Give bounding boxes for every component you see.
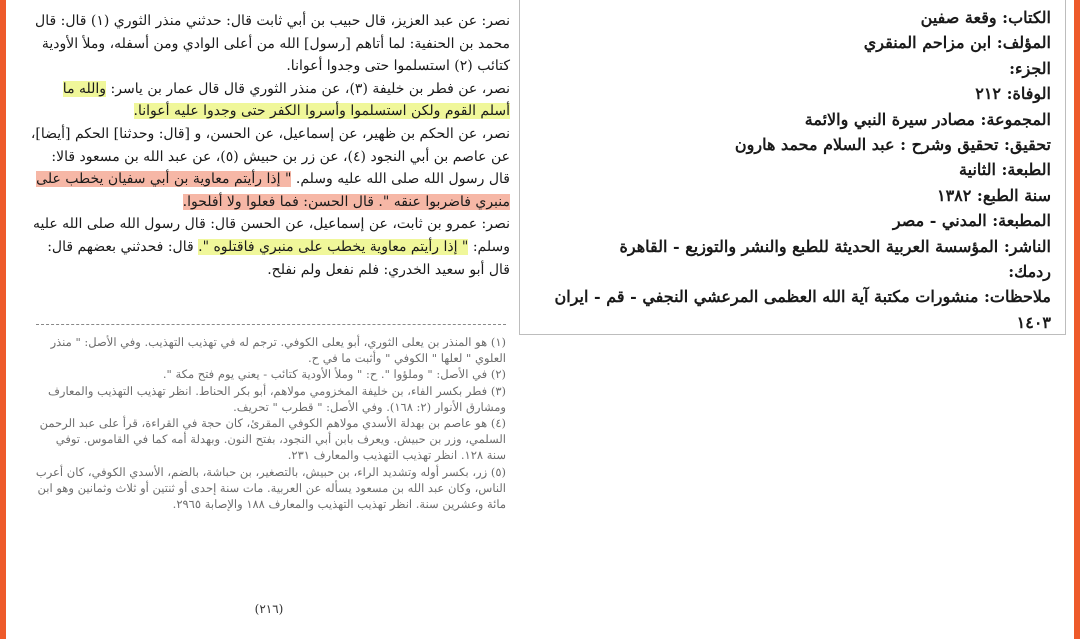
info-row xyxy=(528,81,1051,106)
info-value: ١٣٨٢ xyxy=(936,185,972,205)
info-label: سنة الطبع xyxy=(982,185,1051,205)
info-value: المؤسسة العربية الحديثة للطبع والنشر والتوزيع - القاهرة xyxy=(619,236,999,256)
main-text xyxy=(30,10,510,281)
text-paragraph xyxy=(30,123,510,213)
info-value: المدني - مصر xyxy=(892,211,987,231)
info-label: الناشر xyxy=(1009,236,1051,256)
label-colon: : xyxy=(978,287,990,307)
text-segment: نصر، عن الحكم بن ظهير، عن إسماعيل، عن الحسن، و [قال: وحدثنا] الحكم [أيضا]، عن عاصم بن أبي النجود (٤)، عن زر بن حبيش (٥)، عن عبد الله بن مسعود قالا: قال رسول الله صلى الله عليه وسلم. xyxy=(30,125,510,188)
info-row xyxy=(528,208,1051,233)
info-label: المجموعة xyxy=(986,109,1051,129)
info-value: مصادر سيرة النبي والائمة xyxy=(804,109,975,129)
info-label: الجزء xyxy=(1015,58,1051,78)
label-colon: : xyxy=(974,109,987,129)
footnote: (١) هو المنذر بن يعلى الثوري، أبو يعلى الكوفي. ترجم له في تهذيب التهذيب. وفي الأصل: " منذر العلوي " لعلها " الكوفي " وأثبت ما في ح. xyxy=(50,335,506,366)
info-row xyxy=(528,30,1051,55)
info-row xyxy=(528,56,1051,81)
info-value: تحقيق وشرح : عبد السلام محمد هارون xyxy=(734,135,999,155)
label-colon: : xyxy=(998,236,1010,256)
info-value: الثانية xyxy=(959,160,996,180)
label-colon: : xyxy=(998,135,1010,155)
highlight-yellow: " إذا رأيتم معاوية يخطب على منبري فاقتلوه ". xyxy=(198,238,469,255)
info-row xyxy=(528,310,1051,335)
info-row xyxy=(528,183,1051,208)
info-row xyxy=(528,157,1051,182)
text-segment: نصر: عن عبد العزيز، قال حبيب بن أبي ثابت قال: حدثني منذر الثوري (١) قال: قال محمد بن الحنفية: لما أتاهم [رسول] الله من أعلى الوادي ومن أسفله، وملأ الأودية كتائب (٢) استسلموا حتى وجدوا أعوانا. xyxy=(35,13,510,75)
label-colon: : xyxy=(1008,262,1015,282)
label-colon: : xyxy=(1001,84,1013,104)
text-paragraph xyxy=(30,213,510,281)
info-row xyxy=(528,259,1051,284)
info-label: ملاحظات xyxy=(989,287,1051,307)
text-paragraph xyxy=(30,78,510,123)
footnote: (٤) هو عاصم بن بهدلة الأسدي مولاهم الكوفي المقرئ، كان حجة في القراءة، قرأ على عبد الرحمن السلمي، وزر بن حبيش. ويعرف بابن أبي النجود، بفتح النون. وبهدلة أمه كما في القاموس. توفي سنة ١٢٨. انظر تهذيب التهذيب والمعارف ٢٣١. xyxy=(39,416,506,463)
footnote: (٢) في الأصل: " وملؤوا ". ح: " وملأ الأودية كتائب - يعني يوم فتح مكة ". xyxy=(162,367,506,382)
book-info-card xyxy=(519,0,1066,335)
footnote: (٥) زر، بكسر أوله وتشديد الراء، بن حبيش، بالتصغير، بن حباشة، بالضم، الأسدي الكوفي، كان أعرب الناس، وكان عبد الله بن مسعود يسأله عن العربية. مات سنة إحدى أو ثنتين أو ثلاث وثمانين وهو ابن مائة وعشرين سنة. انظر تهذيب التهذيب والمعارف ١٨٨ والإصابة ٢٩٦٥. xyxy=(35,464,506,512)
label-colon: : xyxy=(986,211,999,231)
text-paragraph xyxy=(30,10,510,78)
info-value: ابن مزاحم المنقري xyxy=(863,33,992,53)
page-number: (٢١٦) xyxy=(254,602,284,616)
info-row xyxy=(528,234,1051,259)
left-orange-border xyxy=(0,0,6,639)
book-page xyxy=(26,0,512,639)
info-row xyxy=(528,107,1051,132)
label-colon: : xyxy=(971,185,983,205)
info-value: ١٤٠٣ xyxy=(1016,312,1051,332)
label-colon: : xyxy=(1009,58,1015,78)
footnote: (٣) فطر بكسر الفاء، بن خليفة المخزومي مولاهم، أبو بكر الحناط. انظر تهذيب التهذيب والمعارف ومشارق الأنوار (٢: ١٦٨). وفي الأصل: " قطرب " تحريف. xyxy=(47,383,506,414)
info-label: الطبعة xyxy=(1007,160,1051,180)
info-value: ٢١٢ xyxy=(975,84,1002,104)
info-label: ردمك xyxy=(1014,262,1051,282)
info-row xyxy=(528,284,1051,309)
info-label: المؤلف xyxy=(1002,33,1051,53)
right-orange-border xyxy=(1074,0,1080,639)
info-label: تحقيق xyxy=(1009,135,1051,155)
info-value: منشورات مكتبة آية الله العظمى المرعشي النجفي - قم - ايران xyxy=(554,287,979,307)
info-label: المطبعة xyxy=(998,211,1051,231)
footnotes xyxy=(34,334,506,512)
highlight-yellow: والله ما أسلم القوم ولكن استسلموا وأسروا الكفر حتى وجدوا عليه أعوانا. xyxy=(62,80,510,120)
info-label: الكتاب xyxy=(1008,8,1051,27)
label-colon: : xyxy=(995,160,1008,180)
text-segment: نصر، عن فطر بن خليفة (٣)، عن منذر الثوري قال قال عمار بن ياسر: xyxy=(106,80,510,97)
info-row xyxy=(528,5,1051,30)
label-colon: : xyxy=(991,33,1003,53)
highlight-red: " إذا رأيتم معاوية بن أبي سفيان يخطب على منبري فاضربوا عنقه ". قال الحسن: فما فعلوا ولا أفلحوا. xyxy=(36,171,510,210)
info-label: الوفاة xyxy=(1012,84,1051,104)
info-value: وقعة صفين xyxy=(920,8,997,27)
info-row xyxy=(528,132,1051,157)
text-segment: قال: فحدثني بعضهم قال: قال أبو سعيد الخدري: فلم نفعل ولم نفلح. xyxy=(47,238,510,278)
label-colon: : xyxy=(996,8,1009,27)
footnote-divider xyxy=(36,324,506,325)
text-segment: نصر: عمرو بن ثابت، عن إسماعيل، عن الحسن قال: قال رسول الله صلى الله عليه وسلم: xyxy=(32,216,510,255)
